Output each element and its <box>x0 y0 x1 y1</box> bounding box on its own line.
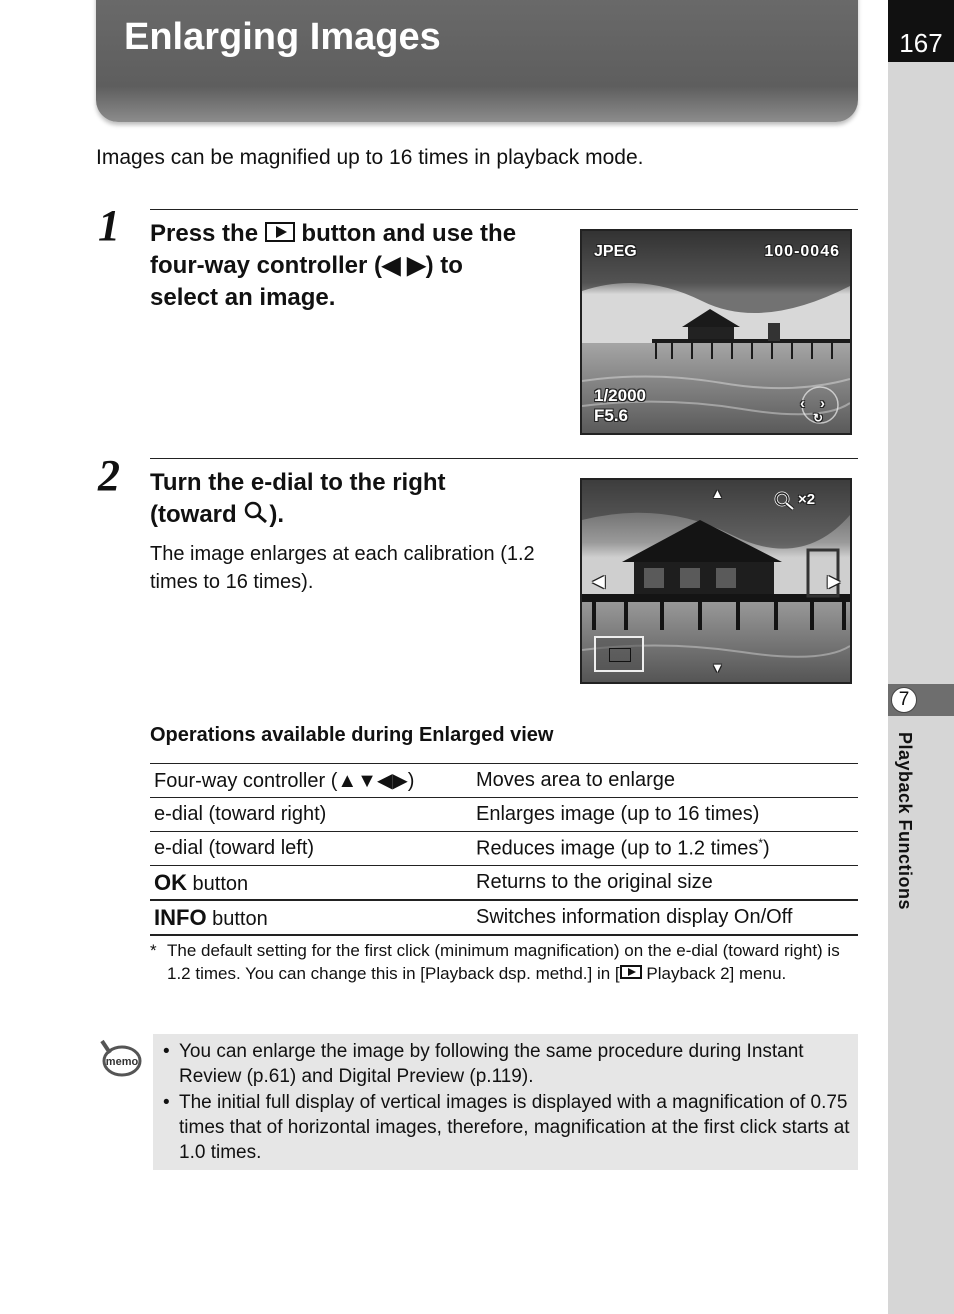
arrow-right-icon: ▶ <box>828 573 840 590</box>
action-cell: Returns to the original size <box>472 866 858 901</box>
operations-table <box>150 763 858 936</box>
action-cell: Moves area to enlarge <box>472 764 858 798</box>
ok-label: OK <box>154 869 187 895</box>
navigator-frame <box>594 636 644 672</box>
table-row <box>150 832 858 866</box>
chapter-sidebar <box>888 0 954 1314</box>
arrow-up-icon: ▲ <box>711 486 724 501</box>
memo-icon <box>98 1039 142 1077</box>
page-title: Enlarging Images <box>124 16 441 58</box>
step-1-divider <box>150 209 858 210</box>
svg-text:memo: memo <box>105 1056 139 1068</box>
step-1-number: 1 <box>98 201 120 250</box>
navigator-area <box>609 648 631 662</box>
operations-title: Operations available during Enlarged view <box>150 724 554 746</box>
step-1-heading: Press the button and use the four-way controller (◀ ▶) to select an image. <box>150 220 517 311</box>
file-number: 100-0046 <box>764 243 840 260</box>
file-format: JPEG <box>594 243 637 260</box>
action-cell: Enlarges image (up to 16 times) <box>472 798 858 832</box>
info-label: INFO <box>154 904 207 930</box>
zoom-level: ×2 <box>798 491 816 508</box>
control-cell: OK button <box>150 866 472 901</box>
chapter-number: 7 <box>891 687 917 713</box>
page-number: 167 <box>888 0 954 62</box>
memo-item: • You can enlarge the image by following the same procedure during Instant Review (p.61) and Digital Preview (p.119). <box>163 1041 804 1087</box>
table-row <box>150 866 858 901</box>
table-row <box>150 798 858 832</box>
playback-icon <box>265 222 295 242</box>
playback-screen <box>580 229 852 435</box>
enlarged-screen <box>580 478 852 684</box>
arrow-left-icon: ◀ <box>593 573 605 590</box>
step-2-body: The image enlarges at each calibration (1.2 times to 16 times). <box>150 543 535 593</box>
control-cell: e-dial (toward right) <box>150 798 472 832</box>
playback-mini-icon <box>620 965 642 979</box>
control-cell: Four-way controller (▲▼◀▶) <box>150 764 472 798</box>
step-2-divider <box>150 458 858 459</box>
left-right-arrows-icon: ‹ › <box>800 395 825 412</box>
memo-item: • The initial full display of vertical images is displayed with a magnification of 0.75 times that of horizontal images, therefore, magnification at the first click starts at 1.0 times. <box>163 1092 850 1163</box>
control-cell: INFO button <box>150 900 472 935</box>
intro-text: Images can be magnified up to 16 times in playback mode. <box>96 146 644 169</box>
table-row <box>150 900 858 935</box>
action-cell: Reduces image (up to 1.2 times*) <box>472 832 858 866</box>
aperture-value: F5.6 <box>594 406 629 425</box>
action-cell: Switches information display On/Off <box>472 900 858 935</box>
magnify-icon <box>243 500 269 524</box>
memo-box <box>153 1034 858 1170</box>
table-row <box>150 764 858 798</box>
zoom-magnifier-icon <box>774 491 796 511</box>
step-2-heading: Turn the e-dial to the right (toward ). <box>150 469 446 528</box>
arrow-down-icon: ▼ <box>711 660 724 675</box>
step-2-number: 2 <box>98 451 120 500</box>
footnote: * The default setting for the first click (minimum magnification) on the e-dial (toward right) is 1.2 times. You can change this in [Playback dsp. methd.] in [ Playback 2] menu. <box>150 941 840 983</box>
shutter-speed: 1/2000 <box>594 386 646 405</box>
control-cell: e-dial (toward left) <box>150 832 472 866</box>
rotate-icon: ↻ <box>813 411 824 425</box>
chapter-label: Playback Functions <box>895 732 915 911</box>
